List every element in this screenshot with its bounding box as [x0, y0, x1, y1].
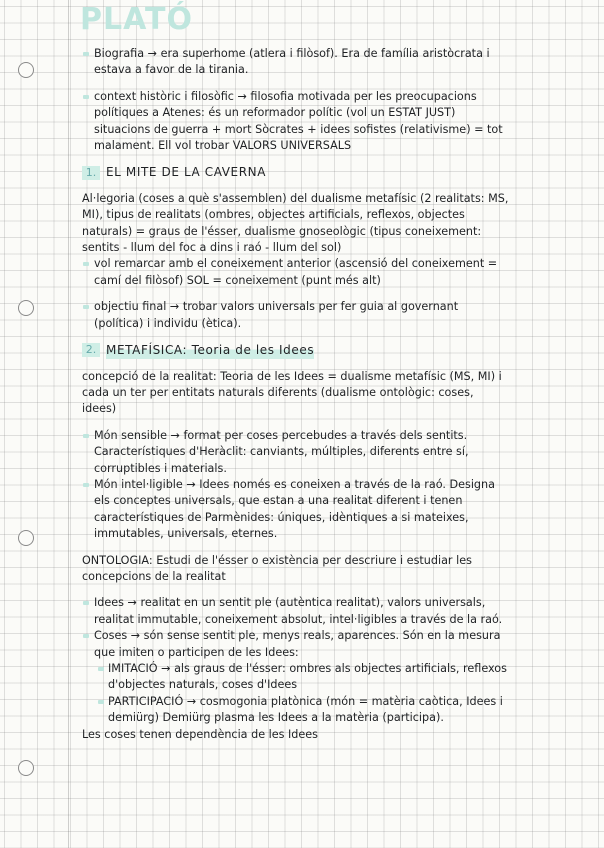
section-title: EL MITE DE LA CAVERNA	[106, 165, 267, 180]
reality-conception-note: concepció de la realitat: Teoria de les Idees = dualisme metafísic (MS, MI) i cada un ter per entitats naturals diferents (dualisme ontològic: coses, idees)	[82, 369, 502, 416]
binder-hole-icon	[18, 530, 34, 546]
binder-hole-icon	[18, 62, 34, 78]
margin-line	[68, 0, 69, 848]
section-title: METAFÍSICA: Teoria de les Idees	[106, 343, 315, 358]
cave-allegory-note: Al·legoria (coses a què s'assemblen) del dualisme metafísic (2 realitats: MS, MI), tipus de realitats (ombres, objectes artificials, reflexos, objectes naturals) = graus de l'ésser, dualisme gnoseològic (tipus coneixement: sentits - llum del foc a dins i raó - llum del sol)	[82, 191, 509, 255]
participation-note: PARTICIPACIÓ → cosmogonia platònica (món = matèria caòtica, Idees i demiürg) Demiürg plasma les Idees a la matèria (participa).	[82, 694, 510, 727]
section-heading-metaphysics	[82, 342, 510, 358]
intelligible-world-note: Món intel·ligible → Idees només es coneixen a través de la raó. Designa els conceptes universals, que estan a una realitat diferent i tenen característiques de Parmènides: úniques, idèntiques a si mateixes, immutables, universals, eternes.	[82, 477, 510, 543]
section-number: 2.	[82, 343, 100, 357]
biography-note: Biografia → era superhome (atlera i filòsof). Era de família aristòcrata i estava a favor de la tirania.	[82, 46, 510, 79]
sensible-world-note: Món sensible → format per coses percebudes a través dels sentits. Característiques d'Heràclit: canviants, múltiples, diferents entre sí, corruptibles i materials.	[82, 428, 510, 477]
notes-body	[82, 46, 510, 753]
page-title: PLATÓ	[80, 2, 193, 37]
closing-note: Les coses tenen dependència de les Idees	[82, 727, 319, 741]
things-note: Coses → són sense sentit ple, menys reals, aparences. Són en la mesura que imiten o participen de les Idees:	[82, 628, 510, 661]
context-note: context històric i filosòfic → filosofia motivada per les preocupacions polítiques a Atenes: és un reformador polític (vol un ESTAT JUST) situacions de guerra + mort Sòcrates + idees sofistes (relativisme) = tot malament. Ell vol trobar VALORS UNIVERSALS	[82, 89, 510, 155]
cave-goal-note: objectiu final → trobar valors universals per fer guia al governant (política) i individu (ètica).	[82, 299, 510, 332]
section-heading-cave	[82, 164, 510, 180]
imitation-note: IMITACIÓ → als graus de l'ésser: ombres als objectes artificials, reflexos d'objectes naturals, coses d'Idees	[82, 661, 510, 694]
binder-hole-icon	[18, 300, 34, 316]
ontology-note: ONTOLOGIA: Estudi de l'ésser o existència per descriure i estudiar les concepcions de la realitat	[82, 553, 472, 583]
binder-hole-icon	[18, 760, 34, 776]
ideas-note: Idees → realitat en un sentit ple (autèntica realitat), valors universals, realitat immutable, coneixement absolut, intel·ligibles a través de la raó.	[82, 595, 510, 628]
cave-knowledge-note: vol remarcar amb el coneixement anterior (ascensió del coneixement = camí del filòsof) SOL = coneixement (punt més alt)	[82, 256, 510, 289]
section-number: 1.	[82, 166, 100, 180]
